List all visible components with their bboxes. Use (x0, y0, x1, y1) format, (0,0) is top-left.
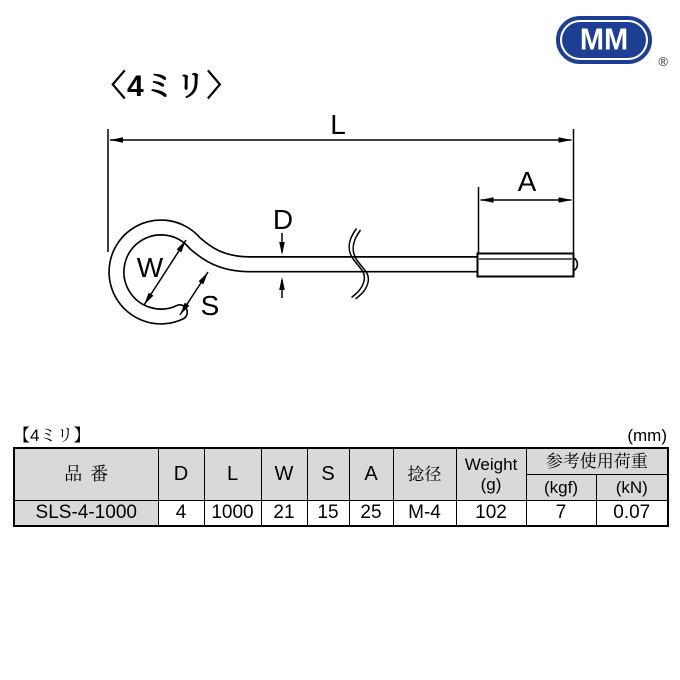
table-unit-note: (mm) (627, 426, 667, 446)
table-caption-size: 【4ミリ】 (13, 426, 91, 446)
weight-unit: (g) (480, 474, 502, 494)
col-header-kn: (kN) (596, 475, 668, 501)
spec-table-section (13, 420, 667, 527)
dimension-label-D: D (272, 204, 294, 235)
arrowhead-icon (199, 270, 211, 284)
cell-thread-size: M-4 (393, 501, 456, 527)
cell-kgf: 7 (526, 501, 596, 527)
cell-l: 1000 (204, 501, 261, 527)
col-header-s: S (307, 448, 349, 501)
table-row (14, 501, 668, 527)
cell-part-no: SLS-4-1000 (14, 501, 158, 527)
spec-table (13, 447, 669, 527)
size-heading: 〈4ミリ〉 (96, 70, 238, 103)
dimension-label-W: W (136, 252, 164, 283)
cell-d: 4 (158, 501, 204, 527)
col-header-kgf: (kgf) (526, 475, 596, 501)
col-header-part-no: 品番 (14, 448, 158, 501)
dimension-label-L: L (330, 109, 346, 140)
dimension-label-A: A (517, 166, 537, 197)
arrowhead-icon (559, 137, 572, 143)
mm-logo-text: MM (579, 22, 629, 57)
col-header-l: L (204, 448, 261, 501)
arrowhead-icon (110, 137, 123, 143)
cell-kn: 0.07 (596, 501, 668, 527)
registered-trademark-mark: ® (658, 54, 668, 69)
cell-w: 21 (261, 501, 307, 527)
weight-label: Weight (464, 454, 518, 474)
threaded-end (478, 254, 574, 277)
dimension-label-S: S (200, 290, 220, 321)
col-header-d: D (158, 448, 204, 501)
arrowhead-icon (481, 197, 494, 203)
cell-s: 15 (307, 501, 349, 527)
cell-a: 25 (349, 501, 393, 527)
arrowhead-icon (279, 242, 285, 255)
col-header-thread-size: 捻径 (393, 448, 456, 501)
cell-weight: 102 (456, 501, 526, 527)
col-header-weight (456, 448, 526, 501)
col-header-w: W (261, 448, 307, 501)
table-caption-row (13, 420, 667, 446)
col-header-a: A (349, 448, 393, 501)
arrowhead-icon (279, 277, 285, 290)
col-header-working-load: 参考使用荷重 (526, 448, 668, 475)
arrowhead-icon (559, 197, 572, 203)
